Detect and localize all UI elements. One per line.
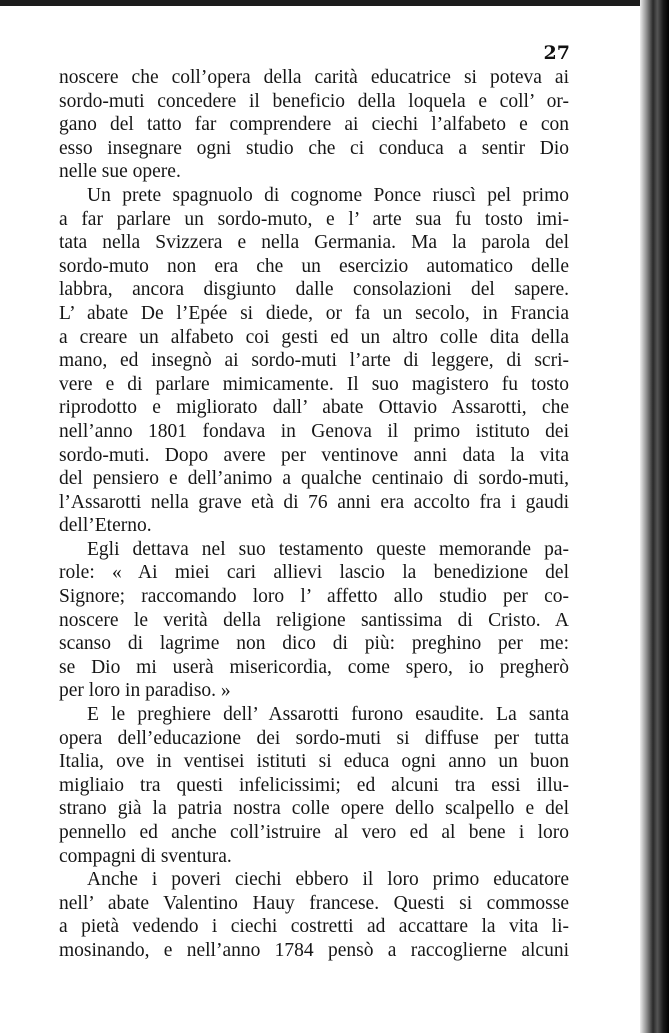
text-line: gano del tatto far comprendere ai ciechi l’alfabeto e con [59,114,569,136]
text-line: sordo-muti concedere il beneficio della loquela e coll’ or- [59,90,569,112]
text-line: Signore; raccomando loro l’ affetto allo studio per co- [59,586,569,608]
text-line: opera dell’educazione dei sordo-muti si diffuse per tutta [59,727,569,749]
text-line: role: « Ai miei cari allievi lascio la benedizione del [59,562,569,584]
text-line: noscere le verità della religione santissima di Cristo. A [59,609,569,631]
text-line: Italia, ove in ventisei istituti si educa ogni anno un buon [59,751,569,773]
text-line: riprodotto e migliorato dall’ abate Ottavio Assarotti, che [59,397,569,419]
text-line: Egli dettava nel suo testamento queste memorande pa- [87,538,569,560]
text-line: a creare un alfabeto coi gesti ed un altro colle dita della [59,326,569,348]
text-line: nell’anno 1801 fondava in Genova il primo istituto dei [59,420,569,442]
page-number: 27 [543,42,570,64]
text-line: scanso di lagrime non dico di più: preghino per me: [59,633,569,655]
text-line: Un prete spagnuolo di cognome Ponce riuscì pel primo [87,184,569,206]
text-line: Anche i poveri ciechi ebbero il loro primo educatore [87,869,569,891]
book-spine-edge [640,0,669,1033]
text-line: tata nella Svizzera e nella Germania. Ma la parola del [59,232,569,254]
text-line: sordo-muto non era che un esercizio automatico delle [59,255,569,277]
body-text [59,66,569,963]
text-line: mosinando, e nell’anno 1784 pensò a raccoglierne alcuni [59,939,569,961]
text-line: nell’ abate Valentino Hauy francese. Questi si commosse [59,892,569,914]
text-line: esso insegnare ogni studio che ci conduca a sentir Dio [59,137,569,159]
text-line: labbra, ancora disgiunto dalle consolazioni del sapere. [59,279,569,301]
text-line: compagni di sventura. [59,845,232,867]
text-line: dell’Eterno. [59,515,152,537]
text-line: pennello ed anche coll’istruire al vero ed al bene i loro [59,822,569,843]
text-line: E le preghiere dell’ Assarotti furono esaudite. La santa [87,704,569,726]
text-line: a pietà vedendo i ciechi costretti ad accattare la vita li- [59,916,569,938]
text-line: per loro in paradiso. » [59,680,231,702]
text-line: migliaio tra questi infelicissimi; ed alcuni tra essi illu- [59,774,569,796]
text-line: sordo-muti. Dopo avere per ventinove anni data la vita [59,444,569,466]
text-line: a far parlare un sordo-muto, e l’ arte sua fu tosto imi- [59,208,569,230]
text-line: nelle sue opere. [59,161,181,183]
text-line: del pensiero e dell’animo a qualche centinaio di sordo-muti, [59,468,569,490]
text-line: l’Assarotti nella grave età di 76 anni era accolto fra i gaudi [59,491,569,513]
text-line: L’ abate De l’Epée si diede, or fa un secolo, in Francia [59,302,569,324]
text-line: mano, ed insegnò ai sordo-muti l’arte di leggere, di scri- [59,350,569,372]
text-line: noscere che coll’opera della carità educatrice si poteva ai [59,67,569,88]
text-line: vere e di parlare mimicamente. Il suo magistero fu tosto [59,373,569,395]
text-line: strano già la patria nostra colle opere dello scalpello e del [59,798,569,820]
text-line: se Dio mi userà misericordia, come spero, io pregherò [59,656,569,678]
